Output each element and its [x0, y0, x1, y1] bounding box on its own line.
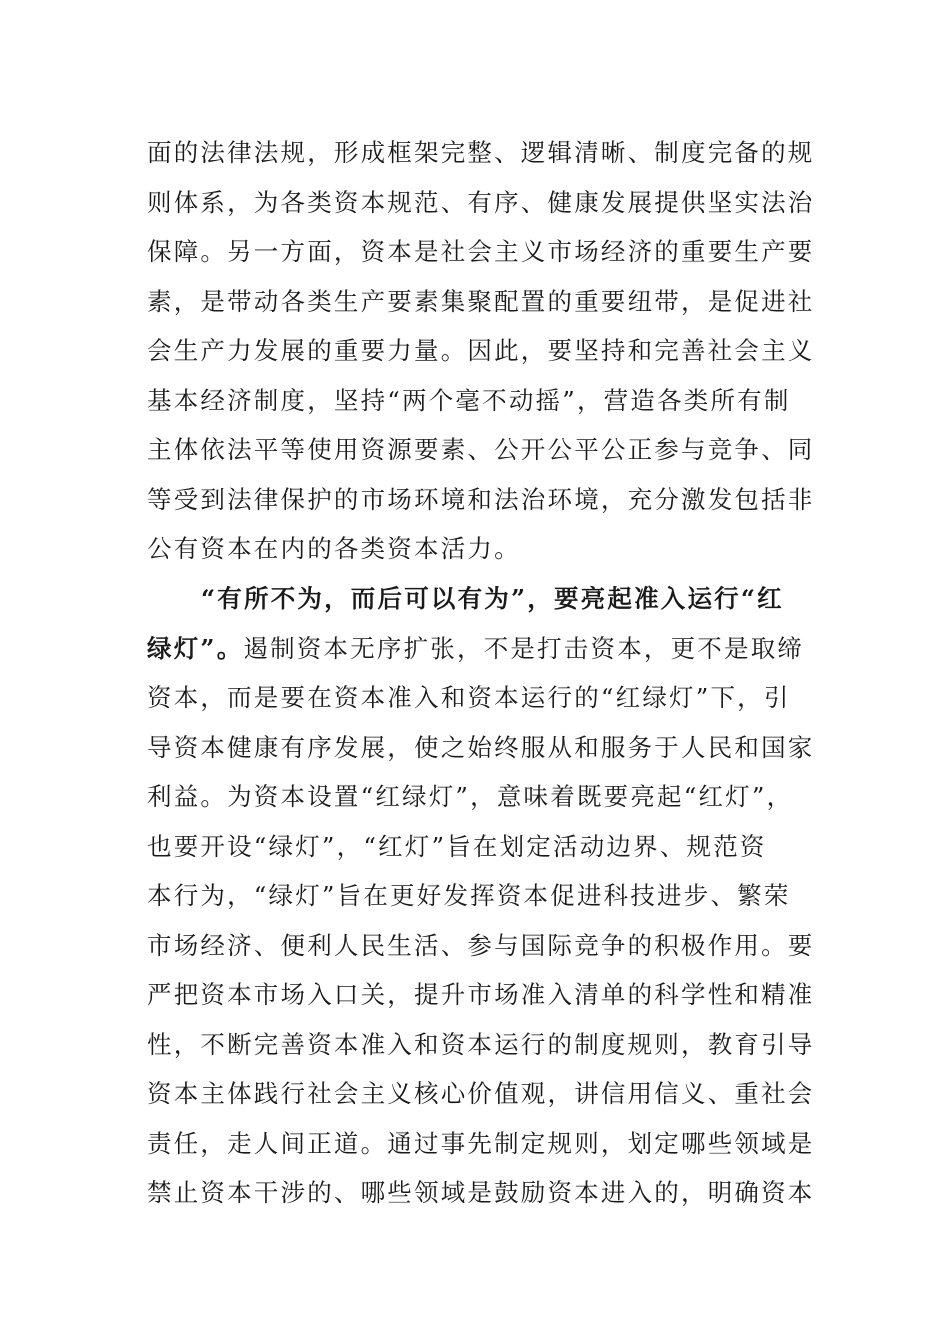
paragraph-1 — [147, 128, 815, 574]
paragraph-1-line: 主体依法平等使用资源要素、公开公平公正参与竞争、同 — [147, 435, 815, 464]
paragraph-2-line: 责任，走人间正道。通过事先制定规则，划定哪些领域是 — [147, 1128, 815, 1158]
paragraph-2-line: 性，不断完善资本准入和资本运行的制度规则，教育引导 — [147, 1029, 815, 1059]
paragraph-2-line: 利益。为资本设置“红绿灯”，意味着既要亮起“红灯”， — [147, 782, 794, 811]
paragraph-1-line: 面的法律法规，形成框架完整、逻辑清晰、制度完备的规 — [147, 138, 815, 167]
paragraph-2 — [147, 574, 815, 1218]
paragraph-1-line: 基本经济制度，坚持“两个毫不动摇”，营造各类所有制 — [147, 385, 791, 415]
paragraph-1-line: 保障。另一方面，资本是社会主义市场经济的重要生产要 — [147, 237, 815, 266]
paragraph-2-line: 资本主体践行社会主义核心价值观，讲信用信义、重社会 — [147, 1079, 815, 1108]
paragraph-1-line: 等受到法律保护的市场环境和法治环境，充分激发包括非 — [147, 484, 815, 514]
paragraph-2-heading-end: 绿灯”。 — [147, 633, 244, 663]
paragraph-2-line: 导资本健康有序发展，使之始终服从和服务于人民和国家 — [147, 732, 815, 762]
paragraph-2-line-rest: 遏制资本无序扩张，不是打击资本，更不是取缔 — [243, 633, 805, 663]
paragraph-2-line: 市场经济、便利人民生活、参与国际竞争的积极作用。要 — [147, 930, 815, 960]
paragraph-2-line — [147, 624, 807, 674]
paragraph-2-line: 禁止资本干涉的、哪些领域是鼓励资本进入的，明确资本 — [147, 1178, 815, 1207]
paragraph-1-line: 则体系，为各类资本规范、有序、健康发展提供坚实法治 — [147, 187, 815, 217]
paragraph-2-line: 也要开设“绿灯”，“红灯”旨在划定活动边界、规范资 — [147, 831, 767, 861]
paragraph-1-line: 素，是带动各类生产要素集聚配置的重要纽带，是促进社 — [147, 286, 815, 316]
paragraph-2-heading: “有所不为，而后可以有为”，要亮起准入运行“红 — [201, 584, 784, 613]
paragraph-2-line: 本行为，“绿灯”旨在更好发挥资本促进科技进步、繁荣 — [147, 881, 791, 910]
paragraph-1-line: 公有资本在内的各类资本活力。 — [147, 534, 521, 563]
paragraph-1-line: 会生产力发展的重要力量。因此，要坚持和完善社会主义 — [147, 336, 815, 365]
paragraph-2-line: 严把资本市场入口关，提升市场准入清单的科学性和精准 — [147, 980, 815, 1009]
paragraph-2-line: 资本，而是要在资本准入和资本运行的“红绿灯”下，引 — [147, 683, 791, 712]
